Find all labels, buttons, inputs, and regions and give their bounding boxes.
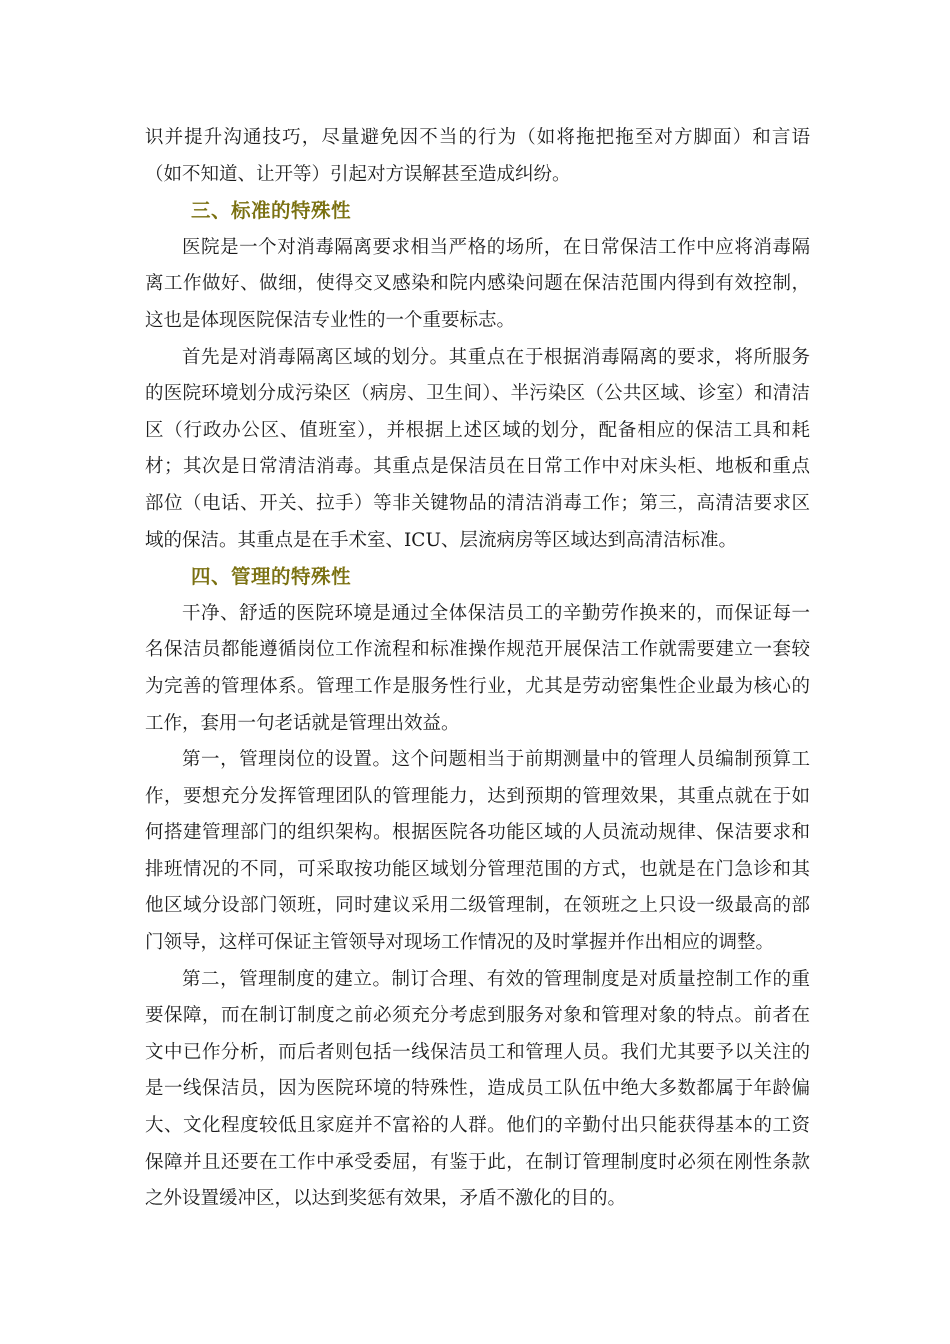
section-heading-standard: 三、标准的特殊性 [191, 199, 352, 223]
paragraph-management-rules: 第二，管理制度的建立。制订合理、有效的管理制度是对质量控制工作的重要保障，而在制订制度之前必须充分考虑到服务对象和管理对象的特点。前者在文中已作分析，而后者则包括一线保洁员工和管理人员。我们尤其要予以关注的是一线保洁员，因为医院环境的特殊性，造成员工队伍中绝大多数都属于年龄偏大、文化程度较低且家庭并不富裕的人群。他们的辛勤付出只能获得基本的工资保障并且还要在工作中承受委屈，有鉴于此，在制订管理制度时必须在刚性条款之外设置缓冲区，以达到奖惩有效果，矛盾不激化的目的。 [145, 968, 810, 1210]
paragraph-management-positions: 第一，管理岗位的设置。这个问题相当于前期测量中的管理人员编制预算工作，要想充分发挥管理团队的管理能力，达到预期的管理效果，其重点就在于如何搭建管理部门的组织架构。根据医院各功能区域的人员流动规律、保洁要求和排班情况的不同，可采取按功能区域划分管理范围的方式，也就是在门急诊和其他区域分设部门领班，同时建议采用二级管理制，在领班之上只设一级最高的部门领导，这样可保证主管领导对现场工作情况的及时掌握并作出相应的调整。 [145, 749, 810, 954]
paragraph-continuation: 识并提升沟通技巧，尽量避免因不当的行为（如将拖把拖至对方脚面）和言语（如不知道、让开等）引起对方误解甚至造成纠纷。 [145, 127, 810, 185]
document-body [145, 120, 810, 1218]
section-heading-management: 四、管理的特殊性 [191, 565, 352, 589]
paragraph-zone-division: 首先是对消毒隔离区域的划分。其重点在于根据消毒隔离的要求，将所服务的医院环境划分成污染区（病房、卫生间）、半污染区（公共区域、诊室）和清洁区（行政办公区、值班室），并根据上述区域的划分，配备相应的保洁工具和耗材；其次是日常清洁消毒。其重点是保洁员在日常工作中对床头柜、地板和重点部位（电话、开关、拉手）等非关键物品的清洁消毒工作；第三，高清洁要求区域的保洁。其重点是在手术室、ICU、层流病房等区域达到高清洁标准。 [145, 346, 810, 551]
paragraph-disinfection-intro: 医院是一个对消毒隔离要求相当严格的场所，在日常保洁工作中应将消毒隔离工作做好、做细，使得交叉感染和院内感染问题在保洁范围内得到有效控制，这也是体现医院保洁专业性的一个重要标志。 [145, 236, 810, 331]
paragraph-management-intro: 干净、舒适的医院环境是通过全体保洁员工的辛勤劳作换来的，而保证每一名保洁员都能遵循岗位工作流程和标准操作规范开展保洁工作就需要建立一套较为完善的管理体系。管理工作是服务性行业，尤其是劳动密集性企业最为核心的工作，套用一句老话就是管理出效益。 [145, 602, 810, 734]
